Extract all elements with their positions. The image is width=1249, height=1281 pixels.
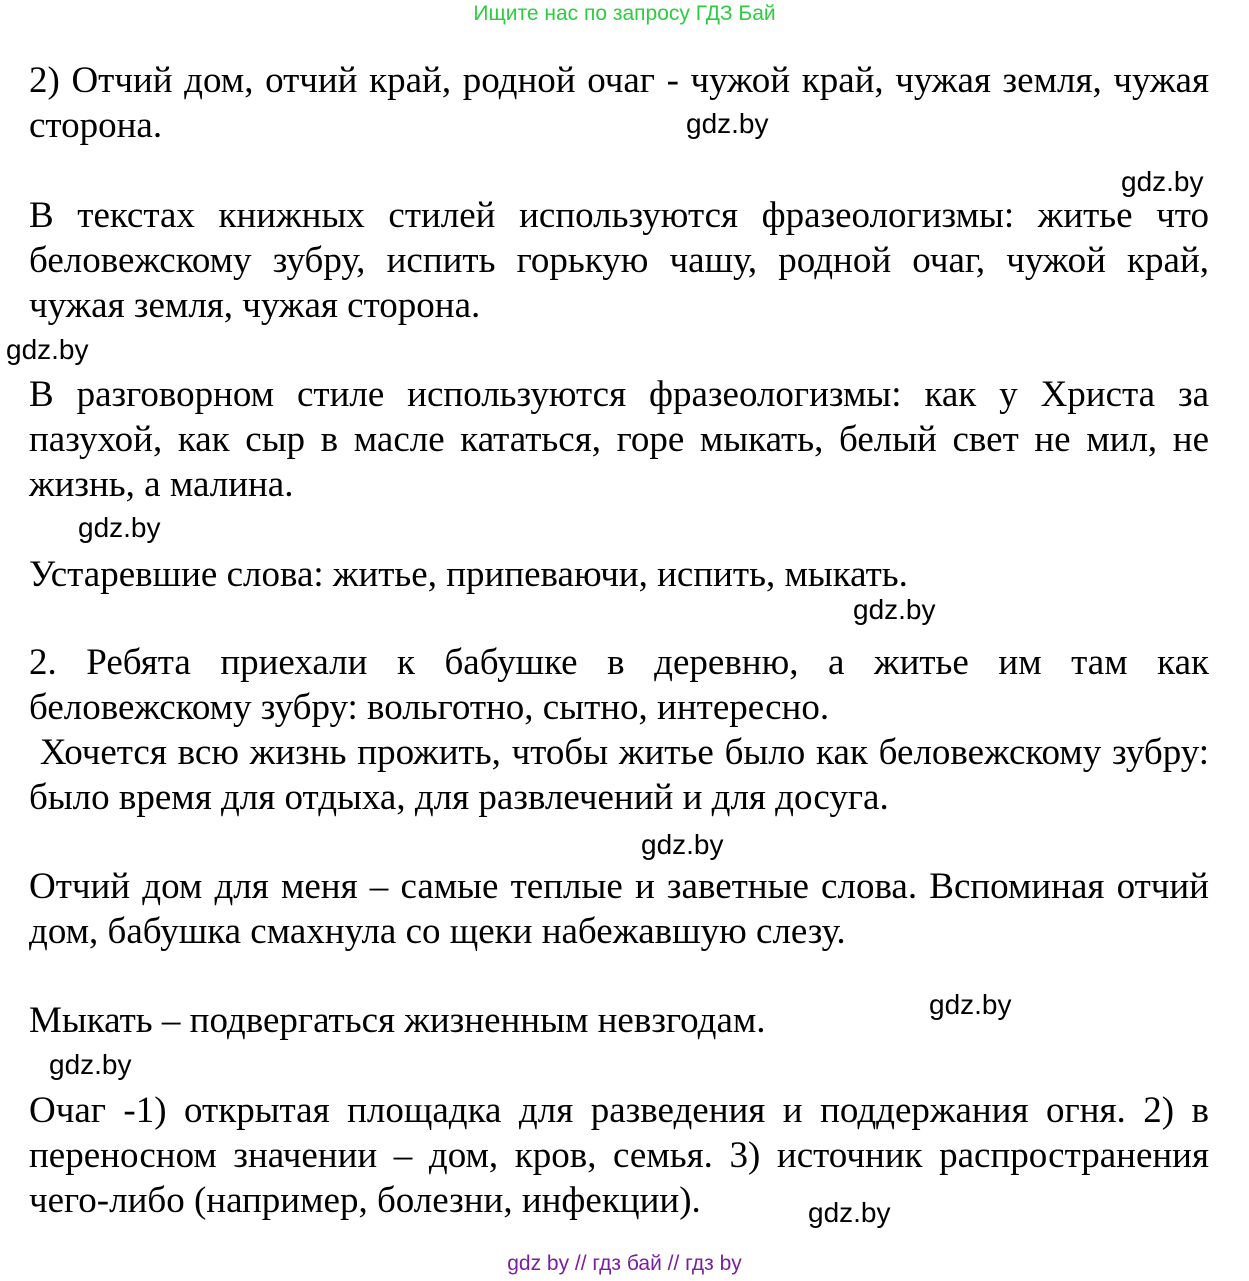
paragraph-mykat-definition: Мыкать – подвергаться жизненным невзгодам.: [29, 1000, 766, 1041]
watermark: gdz.by: [929, 989, 1012, 1020]
header-search-link[interactable]: Ищите нас по запросу ГДЗ Бай: [473, 2, 776, 25]
watermark: gdz.by: [686, 108, 769, 139]
footer-links[interactable]: gdz by // гдз бай // гдз by: [507, 1252, 742, 1275]
paragraph-archaic-words: Устаревшие слова: житье, припеваючи, испить, мыкать.: [29, 554, 908, 595]
paragraph-life-wish: Хочется всю жизнь прожить, чтобы житье было как беловежскому зубру: было время для отдыха, для развлечений и для досуга.: [29, 732, 1219, 818]
paragraph-ochag-definition: Очаг -1) открытая площадка для разведения и поддержания огня. 2) в переносном значении – дом, кров, семья. 3) источник распространения чего-либо (например, болезни, инфекции).: [29, 1090, 1209, 1221]
paragraph-task-2: 2. Ребята приехали к бабушке в деревню, а житье им там как беловежскому зубру: вольготно, сытно, интересно.: [29, 642, 1209, 728]
watermark: gdz.by: [1121, 166, 1204, 197]
paragraph-book-styles: В текстах книжных стилей используются фразеологизмы: житье что беловежскому зубру, испить горькую чашу, родной очаг, чужой край, чужая земля, чужая сторона.: [29, 195, 1209, 326]
watermark: gdz.by: [6, 334, 89, 365]
paragraph-antonyms: 2) Отчий дом, отчий край, родной очаг - чужой край, чужая земля, чужая сторона.: [29, 60, 1209, 146]
watermark: gdz.by: [641, 829, 724, 860]
paragraph-colloquial-style: В разговорном стиле используются фразеологизмы: как у Христа за пазухой, как сыр в масле кататься, горе мыкать, белый свет не мил, не жизнь, а малина.: [29, 374, 1209, 505]
paragraph-native-home: Отчий дом для меня – самые теплые и заветные слова. Вспоминая отчий дом, бабушка смахнула со щеки набежавшую слезу.: [29, 866, 1209, 952]
watermark: gdz.by: [853, 594, 936, 625]
watermark: gdz.by: [808, 1197, 891, 1228]
watermark: gdz.by: [49, 1049, 132, 1080]
watermark: gdz.by: [78, 512, 161, 543]
